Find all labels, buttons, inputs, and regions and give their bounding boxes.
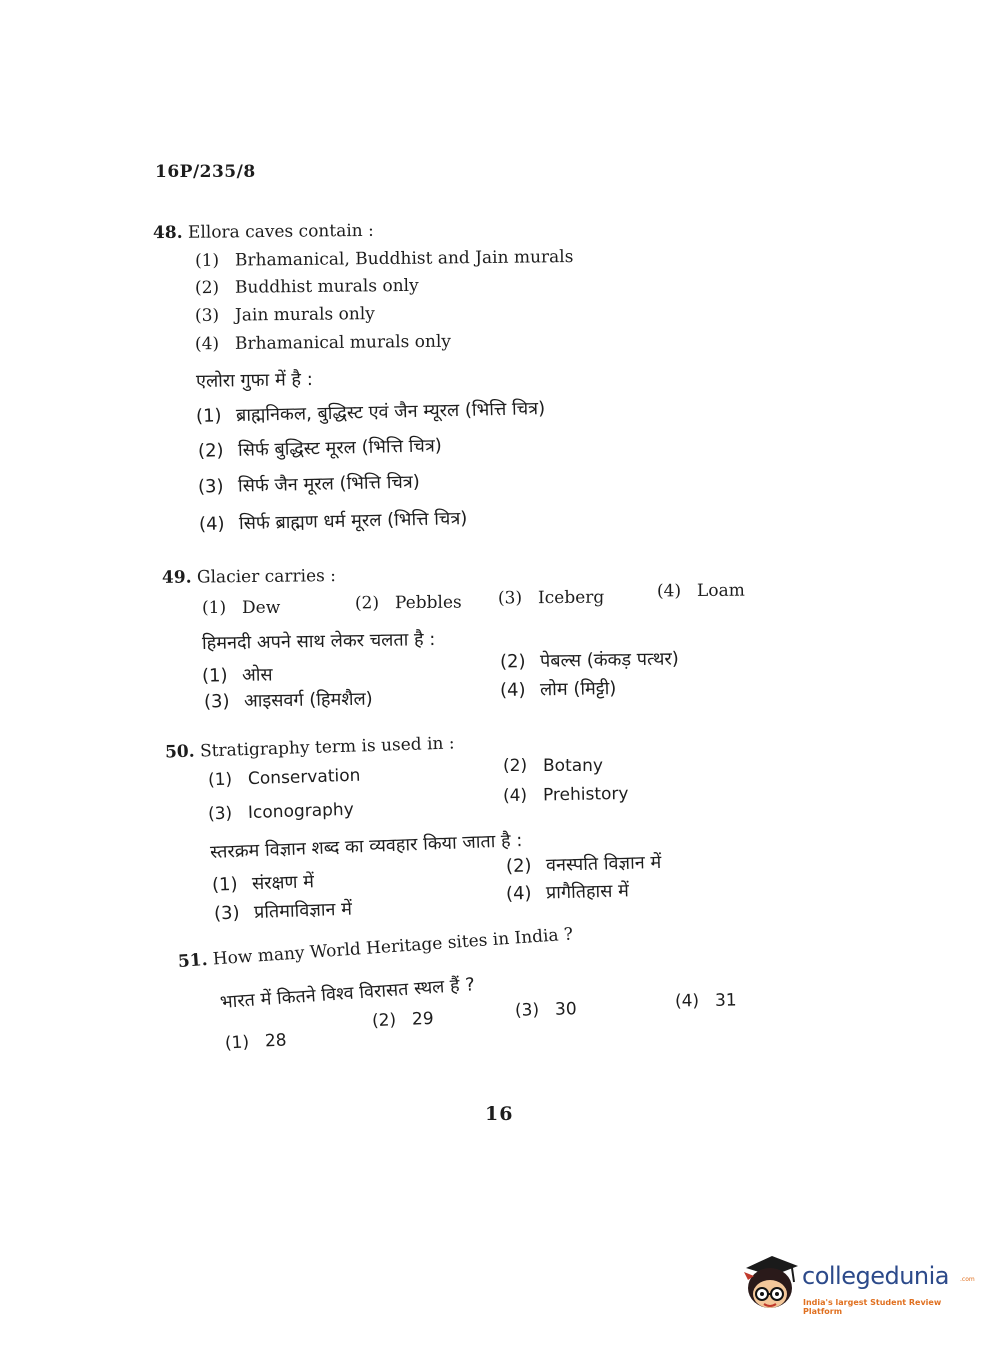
q50-option-4: (4) Prehistory xyxy=(502,783,629,807)
q48-hindi-option-2: (2) सिर्फ बुद्धिस्ट मूरल (भित्ति चित्र) xyxy=(197,435,443,462)
q51-option-1: (1) 28 xyxy=(224,1030,288,1054)
q49-hindi-option-4: (4) लोम (मिट्टी) xyxy=(499,677,617,702)
q50-option-1: (1) Conservation xyxy=(207,765,361,791)
q49-option-3: (3) Iceberg xyxy=(497,587,605,609)
question-48-text: 48. Ellora caves contain : xyxy=(152,220,374,244)
question-49-text: 49. Glacier carries : xyxy=(161,566,337,588)
question-51-text: 51. How many World Heritage sites in India ? xyxy=(177,924,574,972)
q49-hindi-option-1: (1) ओस xyxy=(201,664,273,687)
logo-domain-suffix: .com xyxy=(960,1276,975,1283)
page-number: 16 xyxy=(485,1103,514,1125)
q49-hindi-text: हिमनदी अपने साथ लेकर चलता है : xyxy=(201,628,436,655)
q48-option-2: (2) Buddhist murals only xyxy=(194,275,419,299)
q48-hindi-option-4: (4) सिर्फ ब्राह्मण धर्म मूरल (भित्ति चित्र) xyxy=(198,507,468,536)
q50-option-3: (3) Iconography xyxy=(207,799,355,825)
q51-option-2: (2) 29 xyxy=(371,1008,434,1032)
logo-tagline: India's largest Student Review Platform xyxy=(803,1298,942,1316)
q50-option-2: (2) Botany xyxy=(503,756,603,776)
q48-option-1: (1) Brhamanical, Buddhist and Jain murals xyxy=(194,247,574,271)
question-50-text: 50. Stratigraphy term is used in : xyxy=(164,733,455,763)
q50-hindi-option-3: (3) प्रतिमाविज्ञान में xyxy=(213,898,353,925)
q48-hindi-option-3: (3) सिर्फ जैन मूरल (भित्ति चित्र) xyxy=(197,471,420,498)
q49-option-1: (1) Dew xyxy=(202,598,281,618)
q50-hindi-text: स्तरक्रम विज्ञान शब्द का व्यवहार किया जाता है : xyxy=(209,830,523,863)
q50-hindi-option-4: (4) प्रागैतिहास में xyxy=(505,880,630,905)
q50-hindi-option-2: (2) वनस्पति विज्ञान में xyxy=(505,851,662,878)
q51-option-3: (3) 30 xyxy=(514,999,577,1021)
q49-hindi-option-3: (3) आइसवर्ग (हिमशैल) xyxy=(203,688,373,713)
paper-code: 16P/235/8 xyxy=(155,162,256,182)
q48-option-4: (4) Brhamanical murals only xyxy=(194,331,452,355)
mascot-icon xyxy=(742,1250,800,1316)
q50-hindi-option-1: (1) संरक्षण में xyxy=(211,871,315,896)
q49-option-2: (2) Pebbles xyxy=(354,592,462,614)
q49-hindi-option-2: (2) पेबल्स (कंकड़ पत्थर) xyxy=(499,648,679,673)
q48-hindi-text: एलोरा गुफा में है : xyxy=(195,368,313,393)
q49-option-4: (4) Loam xyxy=(656,580,745,602)
q51-hindi-text: भारत में कितने विश्व विरासत स्थल हैं ? xyxy=(219,974,476,1013)
q48-option-3: (3) Jain murals only xyxy=(194,304,375,326)
logo-brand-text: collegedunia xyxy=(802,1262,950,1290)
q51-option-4: (4) 31 xyxy=(674,990,737,1012)
q48-hindi-option-1: (1) ब्राह्मनिकल, बुद्धिस्ट एवं जैन म्यूरल (भित्ति चित्र) xyxy=(195,398,546,427)
collegedunia-logo xyxy=(742,1250,975,1320)
